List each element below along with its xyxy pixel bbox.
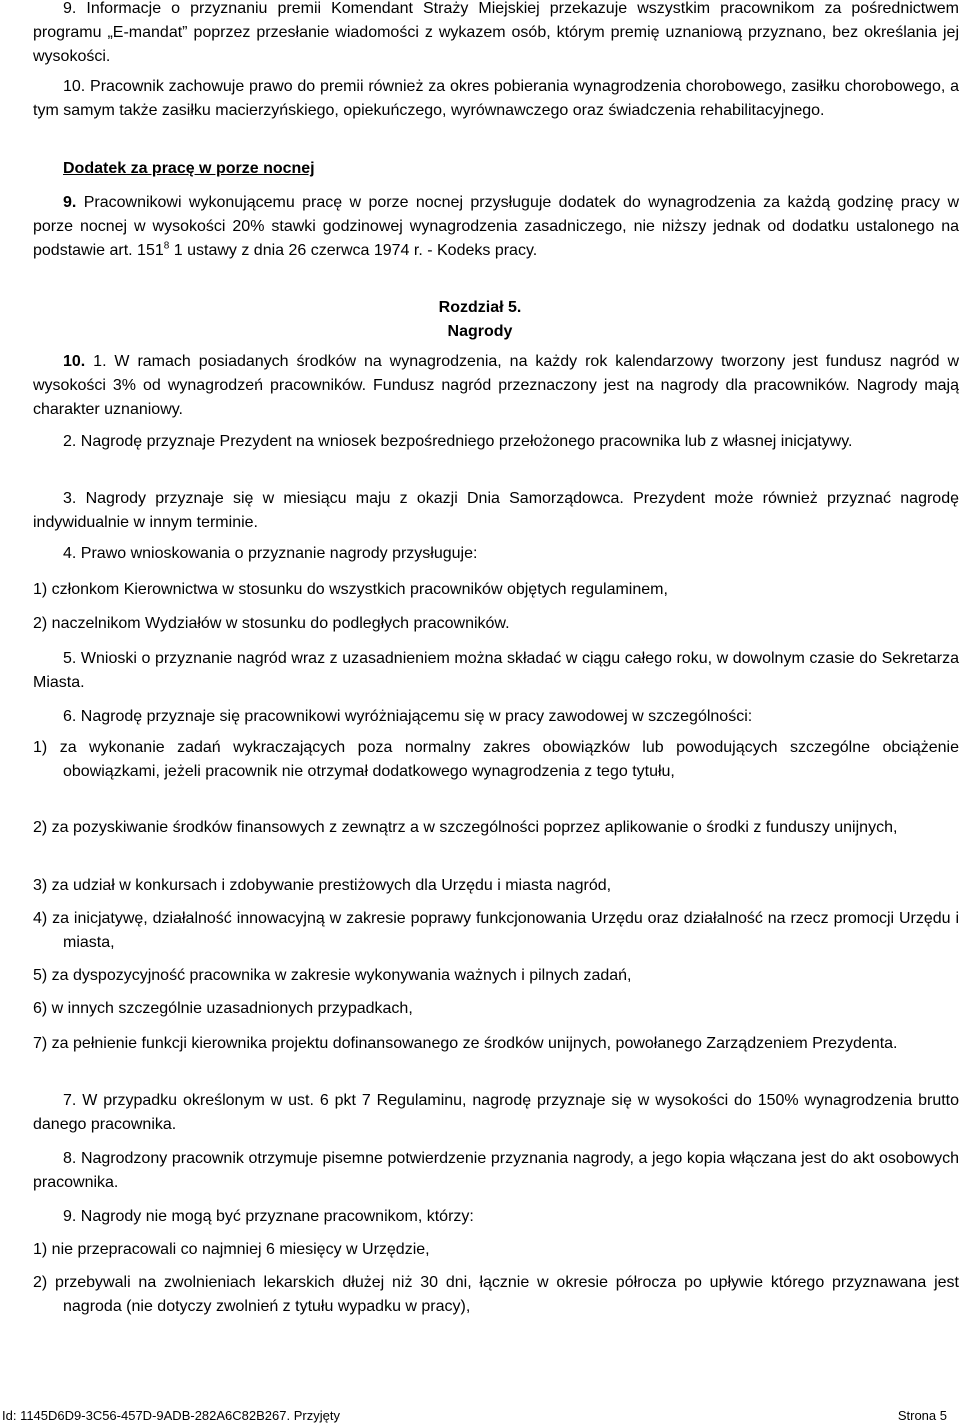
paragraph-section-10 bbox=[33, 350, 959, 423]
paragraph-nagrody-9: 9. Nagrody nie mogą być przyznane pracownikom, którzy: bbox=[63, 1208, 474, 1225]
paragraph-nagrody-8: 8. Nagrodzony pracownik otrzymuje pisemne potwierdzenie przyznania nagrody, a jego kopia włączana jest do akt osobowych pracownika. bbox=[33, 1150, 959, 1192]
list-item: 1) za wykonanie zadań wykraczających poza normalny zakres obowiązków lub powodujących szczególne obciążenie obowiązkami, jeżeli pracownik nie otrzymał dodatkowego wynagrodzenia z tego tytułu, bbox=[33, 739, 959, 781]
paragraph-premie-9: 9. Informacje o przyznaniu premii Komendant Straży Miejskiej przekazuje wszystkim pracownikom za pośrednictwem programu „E-mandat” poprzez przesłanie wiadomości z wykazem osób, którym premię uznaniową przyznano, bez określania jej wysokości. bbox=[33, 0, 959, 66]
list-item: 2) naczelnikom Wydziałów w stosunku do podległych pracowników. bbox=[33, 615, 510, 632]
section-text-end: 1 ustawy z dnia 26 czerwca 1974 r. - Kodeks pracy. bbox=[169, 242, 538, 260]
superscript: 8 bbox=[163, 241, 170, 253]
chapter-label: Rozdział 5. bbox=[438, 299, 522, 316]
paragraph-premie-10: 10. Pracownik zachowuje prawo do premii również za okres pobierania wynagrodzenia chorobowego, zasiłku chorobowego, a tym samym także zasiłku macierzyńskiego, opiekuńczego, wyrównawczego oraz świadczenia rehabilitacyjnego. bbox=[33, 78, 959, 120]
list-item: 4) za inicjatywę, działalność innowacyjną w zakresie poprawy funkcjonowania Urzędu oraz działalność na rzecz promocji Urzędu i miasta, bbox=[33, 910, 959, 952]
list-item: 1) członkom Kierownictwa w stosunku do wszystkich pracowników objętych regulaminem, bbox=[33, 581, 668, 598]
document-id: Id: 1145D6D9-3C56-457D-9ADB-282A6C82B267. Przyjęty bbox=[2, 1408, 340, 1423]
paragraph-nagrody-2: 2. Nagrodę przyznaje Prezydent na wniosek bezpośredniego przełożonego pracownika lub z własnej inicjatywy. bbox=[63, 433, 853, 450]
list-item: 6) w innych szczególnie uzasadnionych przypadkach, bbox=[33, 1000, 413, 1017]
page-number: Strona 5 bbox=[897, 1408, 947, 1423]
list-item: 2) przebywali na zwolnieniach lekarskich dłużej niż 30 dni, łącznie w okresie półrocza po upływie którego przyznawana jest nagroda (nie dotyczy zwolnień z tytułu wypadku w pracy), bbox=[33, 1274, 959, 1316]
list-item: 1) nie przepracowali co najmniej 6 miesięcy w Urzędzie, bbox=[33, 1241, 430, 1258]
section-text: Pracownikowi wykonującemu pracę w porze nocnej przysługuje dodatek do wynagrodzenia za każdą godzinę pracy w porze nocnej w wysokości 20% stawki godzinowej wynagrodzenia zasadniczego, nie niższy jednak od dodatku ustalonego na podstawie art. 151 bbox=[33, 194, 959, 260]
paragraph-nagrody-4: 4. Prawo wnioskowania o przyznanie nagrody przysługuje: bbox=[63, 545, 478, 562]
paragraph-nagrody-3: 3. Nagrody przyznaje się w miesiącu maju z okazji Dnia Samorządowca. Prezydent może również przyznać nagrodę indywidualnie w innym terminie. bbox=[33, 490, 959, 532]
section-heading-nocna: Dodatek za pracę w porze nocnej bbox=[63, 160, 315, 177]
list-item: 5) za dyspozycyjność pracownika w zakresie wykonywania ważnych i pilnych zadań, bbox=[33, 967, 632, 984]
paragraph-nagrody-7: 7. W przypadku określonym w ust. 6 pkt 7 Regulaminu, nagrodę przyznaje się w wysokości do 150% wynagrodzenia brutto danego pracownika. bbox=[33, 1092, 959, 1134]
list-item: 2) za pozyskiwanie środków finansowych z zewnątrz a w szczególności poprzez aplikowanie o środki z funduszy unijnych, bbox=[33, 819, 898, 836]
paragraph-section-9 bbox=[33, 191, 959, 264]
section-number: 10. bbox=[63, 353, 86, 370]
chapter-title: Nagrody bbox=[447, 323, 513, 340]
list-item: 3) za udział w konkursach i zdobywanie prestiżowych dla Urzędu i miasta nagród, bbox=[33, 877, 612, 894]
paragraph-nagrody-6: 6. Nagrodę przyznaje się pracownikowi wyróżniającemu się w pracy zawodowej w szczególności: bbox=[63, 708, 753, 725]
list-item: 7) za pełnienie funkcji kierownika projektu dofinansowanego ze środków unijnych, powołanego Zarządzeniem Prezydenta. bbox=[33, 1035, 898, 1052]
section-number: 9. bbox=[63, 194, 77, 211]
section-text: 1. W ramach posiadanych środków na wynagrodzenia, na każdy rok kalendarzowy tworzony jest fundusz nagród w wysokości 3% od wynagrodzeń pracowników. Fundusz nagród przeznaczony jest na nagrody dla pracowników. Nagrody mają charakter uznaniowy. bbox=[33, 353, 959, 419]
paragraph-nagrody-5: 5. Wnioski o przyznanie nagród wraz z uzasadnieniem można składać w ciągu całego roku, w dowolnym czasie do Sekretarza Miasta. bbox=[33, 650, 959, 692]
